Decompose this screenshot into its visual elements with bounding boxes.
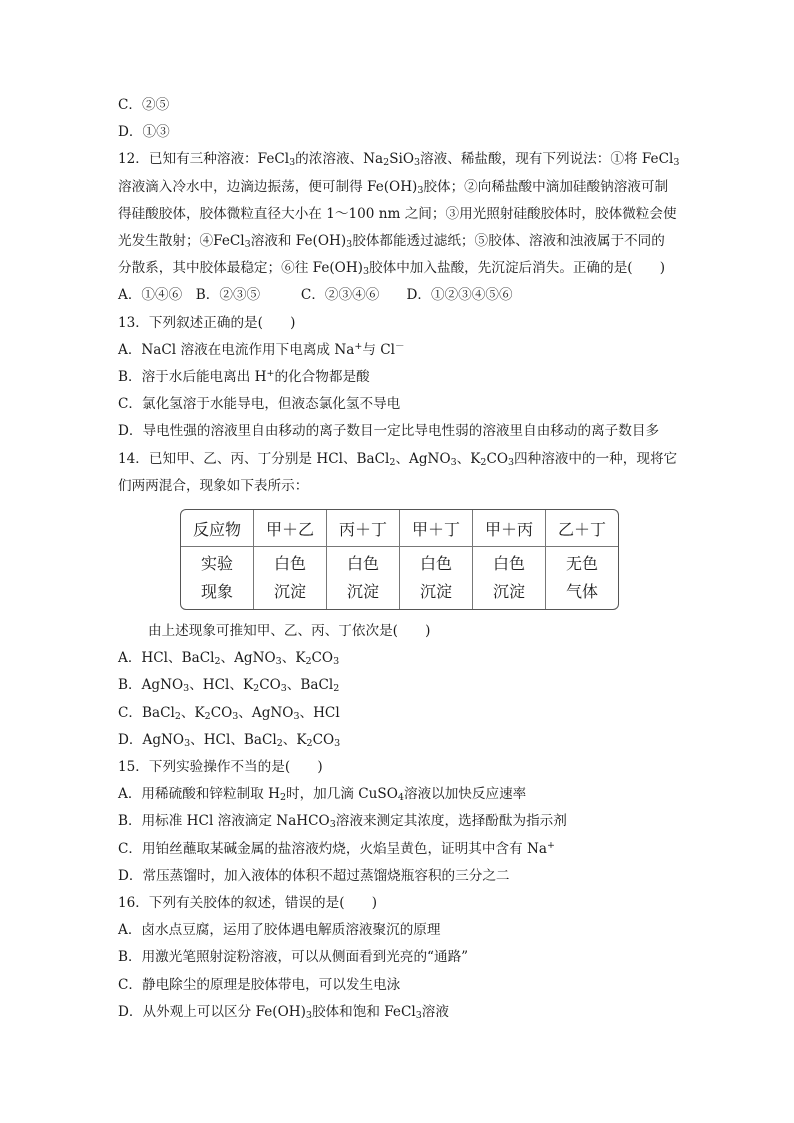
q15-option-c: C．用铂丝蘸取某碱金属的盐溶液灼烧，火焰呈黄色，证明其中含有 Na+: [118, 839, 555, 857]
table-header-cell: 甲＋丁: [400, 510, 473, 547]
q12-line-3: 得硅酸胶体，胶体微粒直径大小在 1～100 nm 之间；③用光照射硅酸胶体时，胶体微粒会使: [118, 205, 677, 222]
q14-line-1: 14．已知甲、乙、丙、丁分别是 HCl、BaCl$_2$、AgNO$_3$、$K_2CO_3$四种溶液中的一种，现将它: [118, 450, 678, 468]
q14-infer: 由上述现象可推知甲、乙、丙、丁依次是( ): [148, 623, 431, 640]
q15-option-b: B．用标准 HCl 溶液滴定 NaHCO$_3$溶液来测定其浓度，选择酚酞为指示剂: [118, 813, 567, 831]
q14-option-c: C．BaCl$_2$、$K_2CO_3$、AgNO$_3$、HCl: [118, 704, 340, 722]
table-cell: 无色 气体: [565, 554, 598, 602]
q12-line-2: 溶液滴入冷水中，边滴边振荡，便可制得 $Fe(OH)_3$胶体；②向稀盐酸中滴加硅酸钠溶液可制: [118, 178, 669, 196]
table-cell: 白色 沉淀: [473, 547, 546, 609]
q12-line-5: 分散系，其中胶体最稳定；⑥往 $Fe(OH)_3$胶体中加入盐酸，先沉淀后消失。正确的是( ): [118, 260, 666, 278]
table-header-cell: 丙＋丁: [327, 510, 400, 547]
q14-line-2: 们两两混合，现象如下表所示：: [118, 477, 309, 494]
q15-option-a: A．用稀硫酸和锌粒制取 $H_2$时，加几滴 CuSO$_4$溶液以加快反应速率: [118, 786, 527, 804]
q14-option-a: A．HCl、BaCl$_2$、AgNO$_3$、$K_2CO_3$: [118, 650, 340, 668]
question-12: [118, 146, 683, 309]
reaction-table: [180, 509, 619, 610]
q12-options: A．①④⑥ B．②③⑤ C．②③④⑥ D．①②③④⑤⑥: [118, 287, 513, 304]
q16-option-a: A．卤水点豆腐，运用了胶体遇电解质溶液聚沉的原理: [118, 922, 441, 939]
question-13: [118, 310, 683, 446]
q14-option-b: B．AgNO$_3$、HCl、$K_2CO_3$、BaCl$_2$: [118, 677, 340, 695]
table-header-row: [181, 510, 618, 547]
question-15: [118, 754, 683, 890]
reaction-table-wrapper: [180, 509, 683, 610]
q15-option-d: D．常压蒸馏时，加入液体的体积不超过蒸馏烧瓶容积的三分之二: [118, 867, 510, 884]
q16-stem: 16．下列有关胶体的叙述，错误的是( ): [118, 895, 377, 912]
q13-option-c: C．氯化氢溶于水能导电，但液态氯化氢不导电: [118, 396, 401, 413]
option-line: D．①③: [118, 124, 170, 141]
q16-option-b: B．用激光笔照射淀粉溶液，可以从侧面看到光亮的“通路”: [118, 949, 469, 966]
option-line: C．②⑤: [118, 97, 170, 113]
table-header-cell: 乙＋丁: [546, 510, 618, 547]
q16-option-d: D．从外观上可以区分 $Fe(OH)_3$胶体和饱和 FeCl$_3$溶液: [118, 1003, 449, 1021]
question-16: [118, 890, 683, 1026]
q13-option-a: A．NaCl 溶液在电流作用下电离成 Na+与 Cl－: [118, 340, 405, 358]
table-cell: 实验 现象: [181, 547, 254, 609]
table-row: [181, 547, 618, 609]
q15-stem: 15．下列实验操作不当的是( ): [118, 759, 323, 776]
table-header-cell: 甲＋乙: [254, 510, 327, 547]
table-cell: 白色 沉淀: [327, 547, 400, 609]
q13-option-d: D．导电性强的溶液里自由移动的离子数目一定比导电性弱的溶液里自由移动的离子数目多: [118, 423, 660, 440]
q12-line-1: 12．已知有三种溶液：FeCl$_3$的浓溶液、$Na_2SiO_3$溶液、稀盐酸，现有下列说法：①将 FeCl$_3$: [118, 151, 680, 169]
question-14: [118, 446, 683, 754]
table-header-cell: 甲＋丙: [473, 510, 546, 547]
q13-stem: 13．下列叙述正确的是( ): [118, 314, 296, 331]
table-cell: 白色 沉淀: [254, 547, 327, 609]
table-cell: 白色 沉淀: [400, 547, 473, 609]
document-page: [118, 92, 683, 1026]
q12-line-4: 光发生散射；④FeCl$_3$溶液和 $Fe(OH)_3$胶体都能透过滤纸；⑤胶体、溶液和浊液属于不同的: [118, 233, 665, 251]
q16-option-c: C．静电除尘的原理是胶体带电，可以发生电泳: [118, 976, 401, 993]
q13-option-b: B．溶于水后能电离出 H+的化合物都是酸: [118, 368, 370, 386]
table-header-cell: 反应物: [181, 510, 254, 547]
q14-option-d: D．AgNO$_3$、HCl、BaCl$_2$、$K_2CO_3$: [118, 731, 341, 749]
